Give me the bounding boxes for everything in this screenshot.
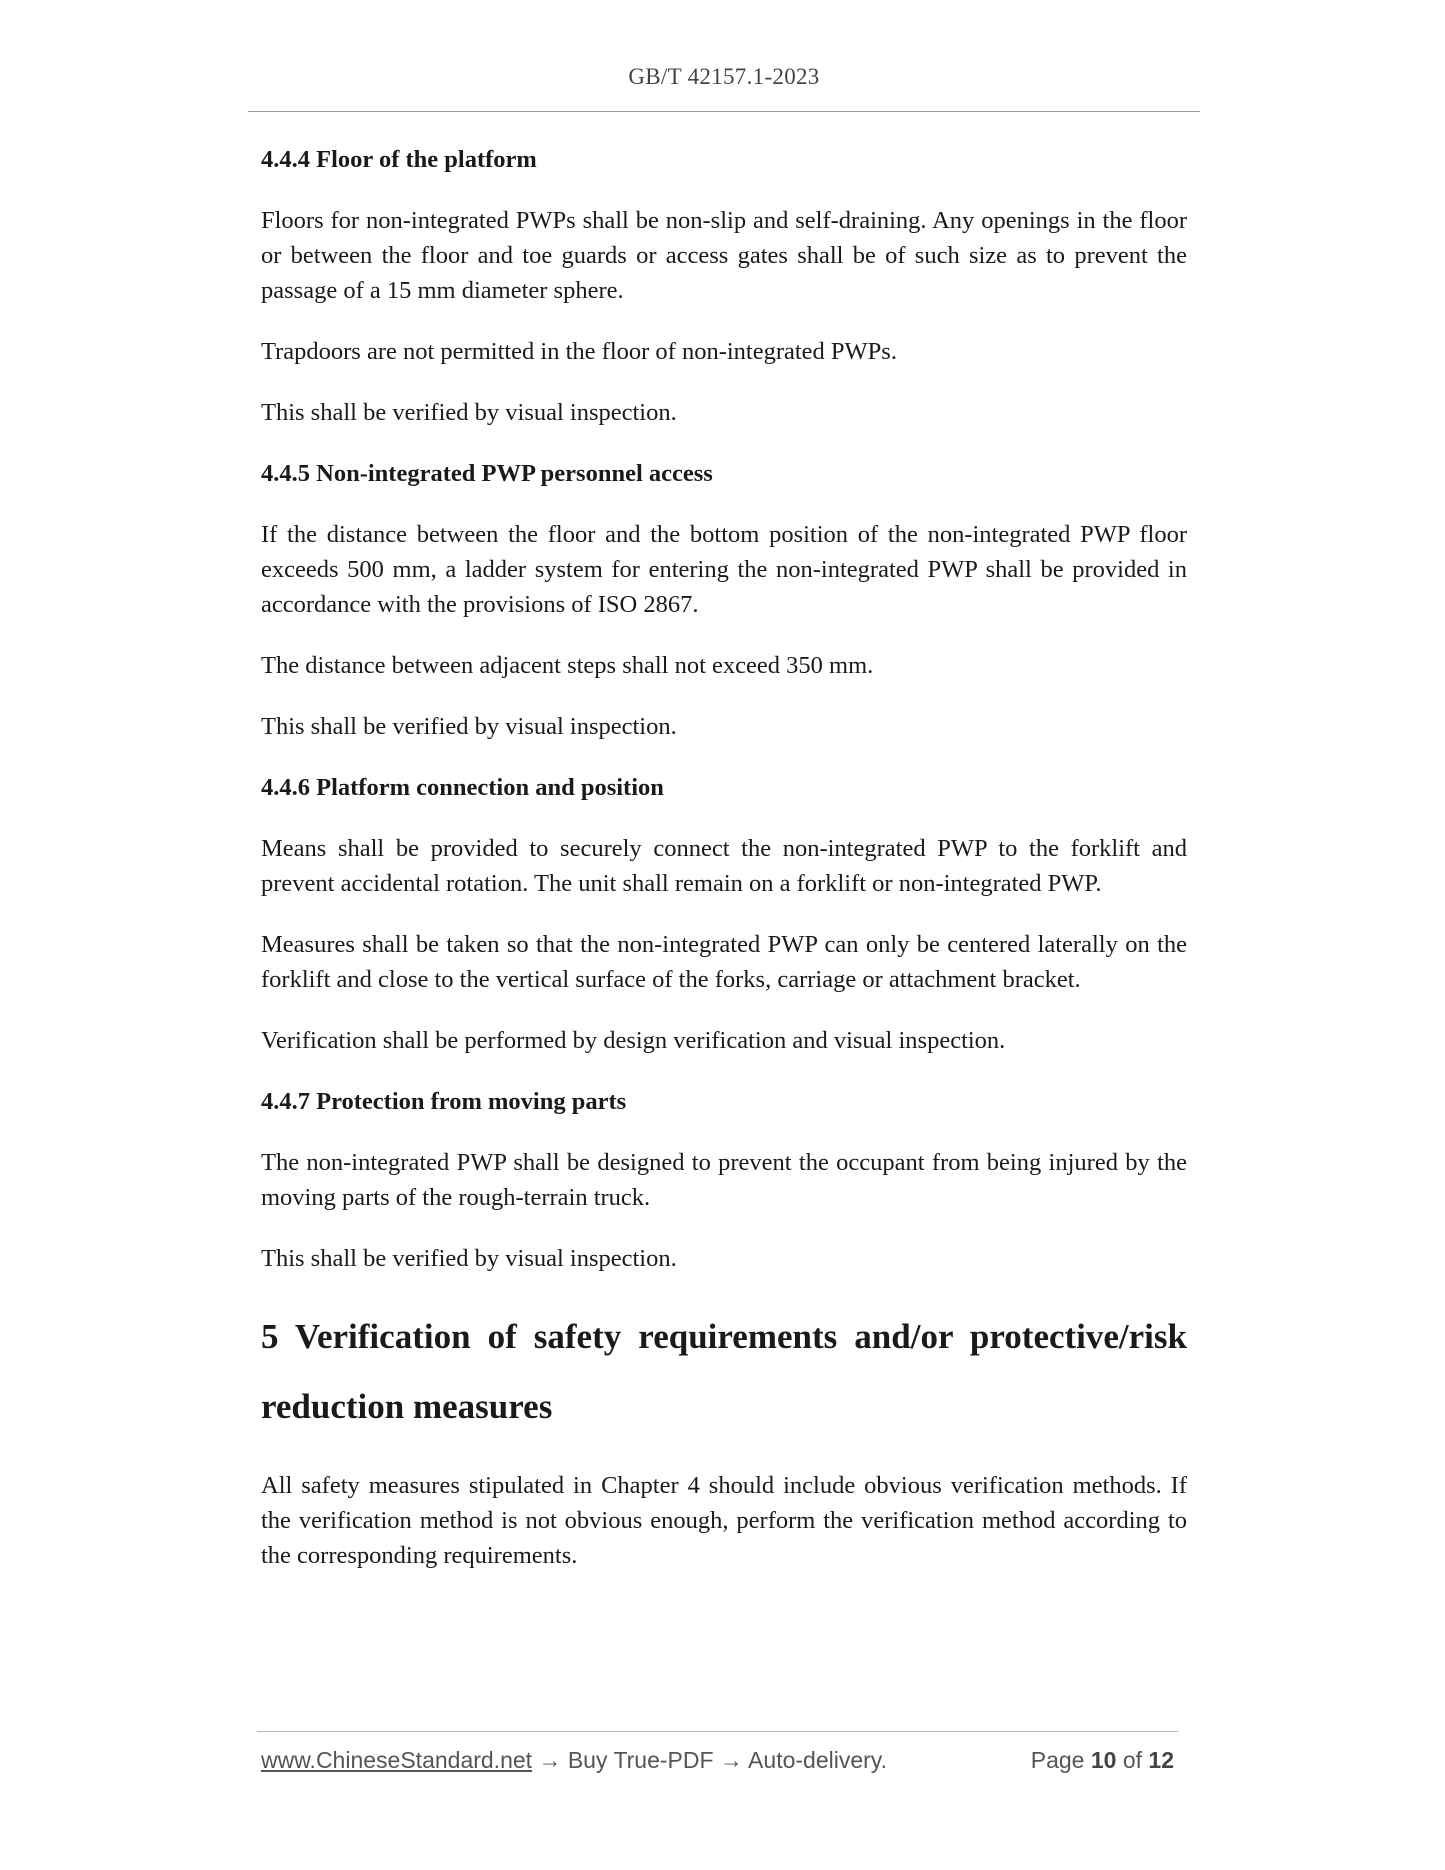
footer-divider [257,1731,1178,1732]
paragraph: All safety measures stipulated in Chapter 4 should include obvious verification methods. If the verification method is not obvious enough, perform the verification method according to the corresponding requirements. [261,1472,1187,1569]
page-label: Page [1030,1747,1085,1773]
page-current: 10 [1090,1747,1117,1773]
section-heading-4-4-6: 4.4.6 Platform connection and position [261,774,664,801]
chapter-heading-5: 5 Verification of safety requirements and/or protective/risk reduction measures [261,1317,1187,1426]
paragraph: Trapdoors are not permitted in the floor of non-integrated PWPs. [261,338,897,365]
paragraph: The non-integrated PWP shall be designed to prevent the occupant from being injured by the moving parts of the rough-terrain truck. [261,1149,1187,1211]
paragraph: Measures shall be taken so that the non-integrated PWP can only be centered laterally on the forklift and close to the vertical surface of the forks, carriage or attachment bracket. [261,931,1187,993]
section-heading-4-4-4: 4.4.4 Floor of the platform [261,146,537,173]
page-total: 12 [1148,1747,1174,1773]
footer-promo-text: → Buy True-PDF → Auto-delivery. [532,1747,887,1773]
document-code-header: GB/T 42157.1-2023 [628,64,820,89]
paragraph: Verification shall be performed by design verification and visual inspection. [261,1027,1006,1054]
paragraph: This shall be verified by visual inspection. [261,1245,677,1272]
paragraph: This shall be verified by visual inspection. [261,713,677,740]
website-link[interactable]: www.ChineseStandard.net [261,1747,533,1773]
header-divider [248,111,1200,112]
page-of: of [1122,1747,1143,1773]
section-heading-4-4-7: 4.4.7 Protection from moving parts [261,1088,627,1115]
paragraph: The distance between adjacent steps shall not exceed 350 mm. [261,652,874,679]
paragraph: Means shall be provided to securely connect the non-integrated PWP to the forklift and prevent accidental rotation. The unit shall remain on a forklift or non-integrated PWP. [261,835,1187,897]
section-heading-4-4-5: 4.4.5 Non-integrated PWP personnel access [261,460,713,487]
page-number [1031,1747,1174,1774]
footer-promo [261,1747,887,1774]
document-body [261,142,1187,1599]
paragraph: This shall be verified by visual inspection. [261,399,677,426]
paragraph: Floors for non-integrated PWPs shall be non-slip and self-draining. Any openings in the floor or between the floor and toe guards or access gates shall be of such size as to prevent the passage of a 15 mm diameter sphere. [261,207,1187,304]
paragraph: If the distance between the floor and the bottom position of the non-integrated PWP floor exceeds 500 mm, a ladder system for entering the non-integrated PWP shall be provided in accordance with the provisions of ISO 2867. [261,521,1187,618]
